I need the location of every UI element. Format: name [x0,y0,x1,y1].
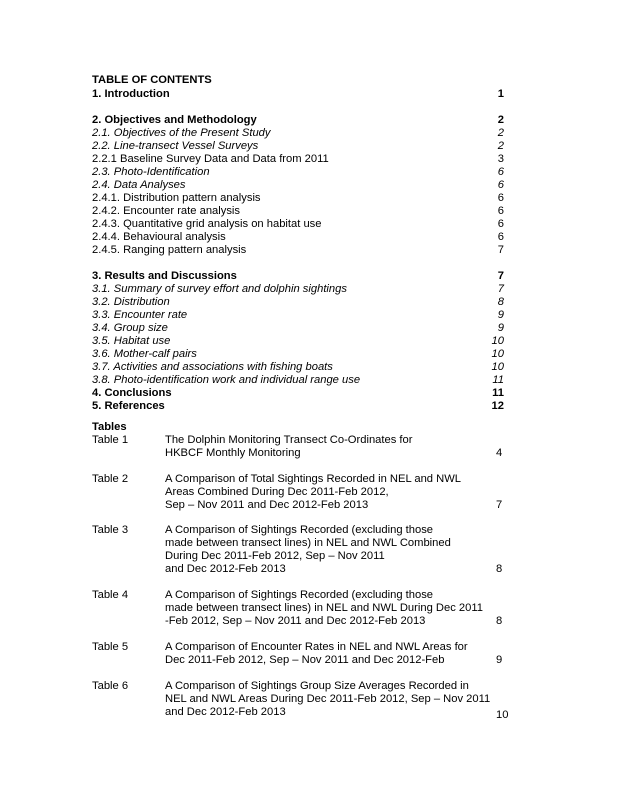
table-description-line: During Dec 2011-Feb 2012, Sep – Nov 2011 [165,550,385,562]
table-description-line: -Feb 2012, Sep – Nov 2011 and Dec 2012-Feb 2013 [165,615,426,627]
table-label: Table 2 [92,473,129,485]
table-description-line: HKBCF Monthly Monitoring [165,447,301,459]
toc-entry[interactable] [92,179,504,192]
table-description [165,524,505,576]
table-description-line: A Comparison of Total Sightings Recorded in NEL and NWL [165,473,462,485]
toc-entry-title: 3.5. Habitat use [92,335,171,347]
toc-entry[interactable] [92,387,504,400]
toc-entry-title: 2.4.2. Encounter rate analysis [92,205,241,217]
table-description-line: A Comparison of Sightings Recorded (excluding those [165,524,434,536]
toc-entry-title: 4. Conclusions [92,387,172,399]
table-label: Table 1 [92,434,129,446]
table-description-line: and Dec 2012-Feb 2013 [165,563,286,575]
toc-entry-page: 3 [497,153,504,165]
toc-entry-title: 3.1. Summary of survey effort and dolphin sightings [92,283,347,295]
toc-entry-title: 2.4.1. Distribution pattern analysis [92,192,261,204]
toc-entry-page: 6 [497,179,504,191]
page-title: TABLE OF CONTENTS [92,74,212,86]
toc-entry[interactable] [92,127,504,140]
toc-entry[interactable] [92,335,504,348]
table-label: Table 6 [92,680,129,692]
table-description-line: made between transect lines) in NEL and NWL Combined [165,537,451,549]
toc-entry[interactable] [92,270,504,283]
toc-entry-page: 6 [497,192,504,204]
toc-entry-title: 2. Objectives and Methodology [92,114,257,126]
table-description-line: A Comparison of Sightings Group Size Averages Recorded in [165,680,469,692]
toc-entry-page: 12 [491,400,504,412]
toc-entry[interactable] [92,140,504,153]
toc-entry-page: 6 [497,205,504,217]
toc-entry-title: 2.1. Objectives of the Present Study [92,127,271,139]
toc-entry-page: 10 [491,348,504,360]
toc-entry[interactable] [92,88,504,101]
toc-entry-page: 6 [497,231,504,243]
toc-entry[interactable] [92,218,504,231]
table-description [165,680,505,719]
toc-entry-title: 3.8. Photo-identification work and individual range use [92,374,361,386]
toc-entry[interactable] [92,374,504,387]
toc-entry-page: 2 [497,140,504,152]
toc-entry[interactable] [92,322,504,335]
toc-entry[interactable] [92,348,504,361]
toc-entry-title: 2.2. Line-transect Vessel Surveys [92,140,259,152]
table-description-line: The Dolphin Monitoring Transect Co-Ordinates for [165,434,413,446]
toc-entry-page: 8 [497,296,504,308]
toc-entry[interactable] [92,296,504,309]
table-page: 9 [496,654,503,666]
table-label: Table 4 [92,589,129,601]
toc-entry-title: 3. Results and Discussions [92,270,237,282]
toc-entry[interactable] [92,283,504,296]
toc-entry-page: 9 [497,322,504,334]
toc-entry-title: 2.4.3. Quantitative grid analysis on habitat use [92,218,322,230]
toc-entry-page: 7 [497,283,504,295]
toc-entry-title: 3.7. Activities and associations with fishing boats [92,361,333,373]
toc-entry-page: 6 [497,218,504,230]
toc-entry-title: 3.2. Distribution [92,296,170,308]
toc-entry-title: 5. References [92,400,165,412]
table-description-line: and Dec 2012-Feb 2013 [165,706,286,718]
toc-entry-page: 1 [497,88,504,100]
toc-entry-title: 2.4.5. Ranging pattern analysis [92,244,247,256]
table-description [165,473,505,512]
toc-entry[interactable] [92,153,504,166]
table-page: 4 [496,447,503,459]
table-description [165,434,505,460]
toc-entry[interactable] [92,205,504,218]
table-page: 8 [496,615,503,627]
toc-entry[interactable] [92,244,504,257]
toc-entry-title: 1. Introduction [92,88,170,100]
table-page: 10 [496,709,509,721]
toc-entry-page: 11 [492,374,504,386]
table-description-line: Sep – Nov 2011 and Dec 2012-Feb 2013 [165,499,369,511]
table-description-line: NEL and NWL Areas During Dec 2011-Feb 2012, Sep – Nov 2011 [165,693,491,705]
table-label: Table 3 [92,524,129,536]
toc-entry-page: 11 [492,387,504,399]
table-description-line: made between transect lines) in NEL and NWL During Dec 2011 [165,602,483,614]
toc-entry-title: 2.2.1 Baseline Survey Data and Data from 2011 [92,153,329,165]
toc-entry-page: 2 [497,127,504,139]
toc-entry[interactable] [92,400,504,413]
toc-entry[interactable] [92,361,504,374]
table-description-line: A Comparison of Sightings Recorded (excluding those [165,589,434,601]
table-label: Table 5 [92,641,129,653]
toc-entry[interactable] [92,166,504,179]
toc-entry-page: 7 [497,270,504,282]
toc-entry-page: 9 [497,309,504,321]
toc-entry[interactable] [92,114,504,127]
toc-entry[interactable] [92,192,504,205]
table-description-line: A Comparison of Encounter Rates in NEL and NWL Areas for [165,641,468,653]
table-description [165,589,505,628]
toc-entry-title: 3.4. Group size [92,322,168,334]
toc-entry-page: 2 [497,114,504,126]
table-description-line: Areas Combined During Dec 2011-Feb 2012, [165,486,389,498]
toc-entry-title: 2.4.4. Behavioural analysis [92,231,226,243]
table-description-line: Dec 2011-Feb 2012, Sep – Nov 2011 and Dec 2012-Feb [165,654,445,666]
toc-entry-page: 10 [491,361,504,373]
table-page: 7 [496,499,503,511]
table-page: 8 [496,563,503,575]
toc-entry-title: 3.6. Mother-calf pairs [92,348,197,360]
toc-entry-page: 6 [497,166,504,178]
tables-heading: Tables [92,421,127,433]
toc-entry-page: 7 [497,244,504,256]
table-description [165,641,505,667]
toc-entry-title: 2.4. Data Analyses [92,179,186,191]
toc-entry[interactable] [92,231,504,244]
toc-entry-title: 3.3. Encounter rate [92,309,188,321]
toc-entry-title: 2.3. Photo-Identification [92,166,210,178]
toc-entry[interactable] [92,309,504,322]
toc-entry-page: 10 [491,335,504,347]
